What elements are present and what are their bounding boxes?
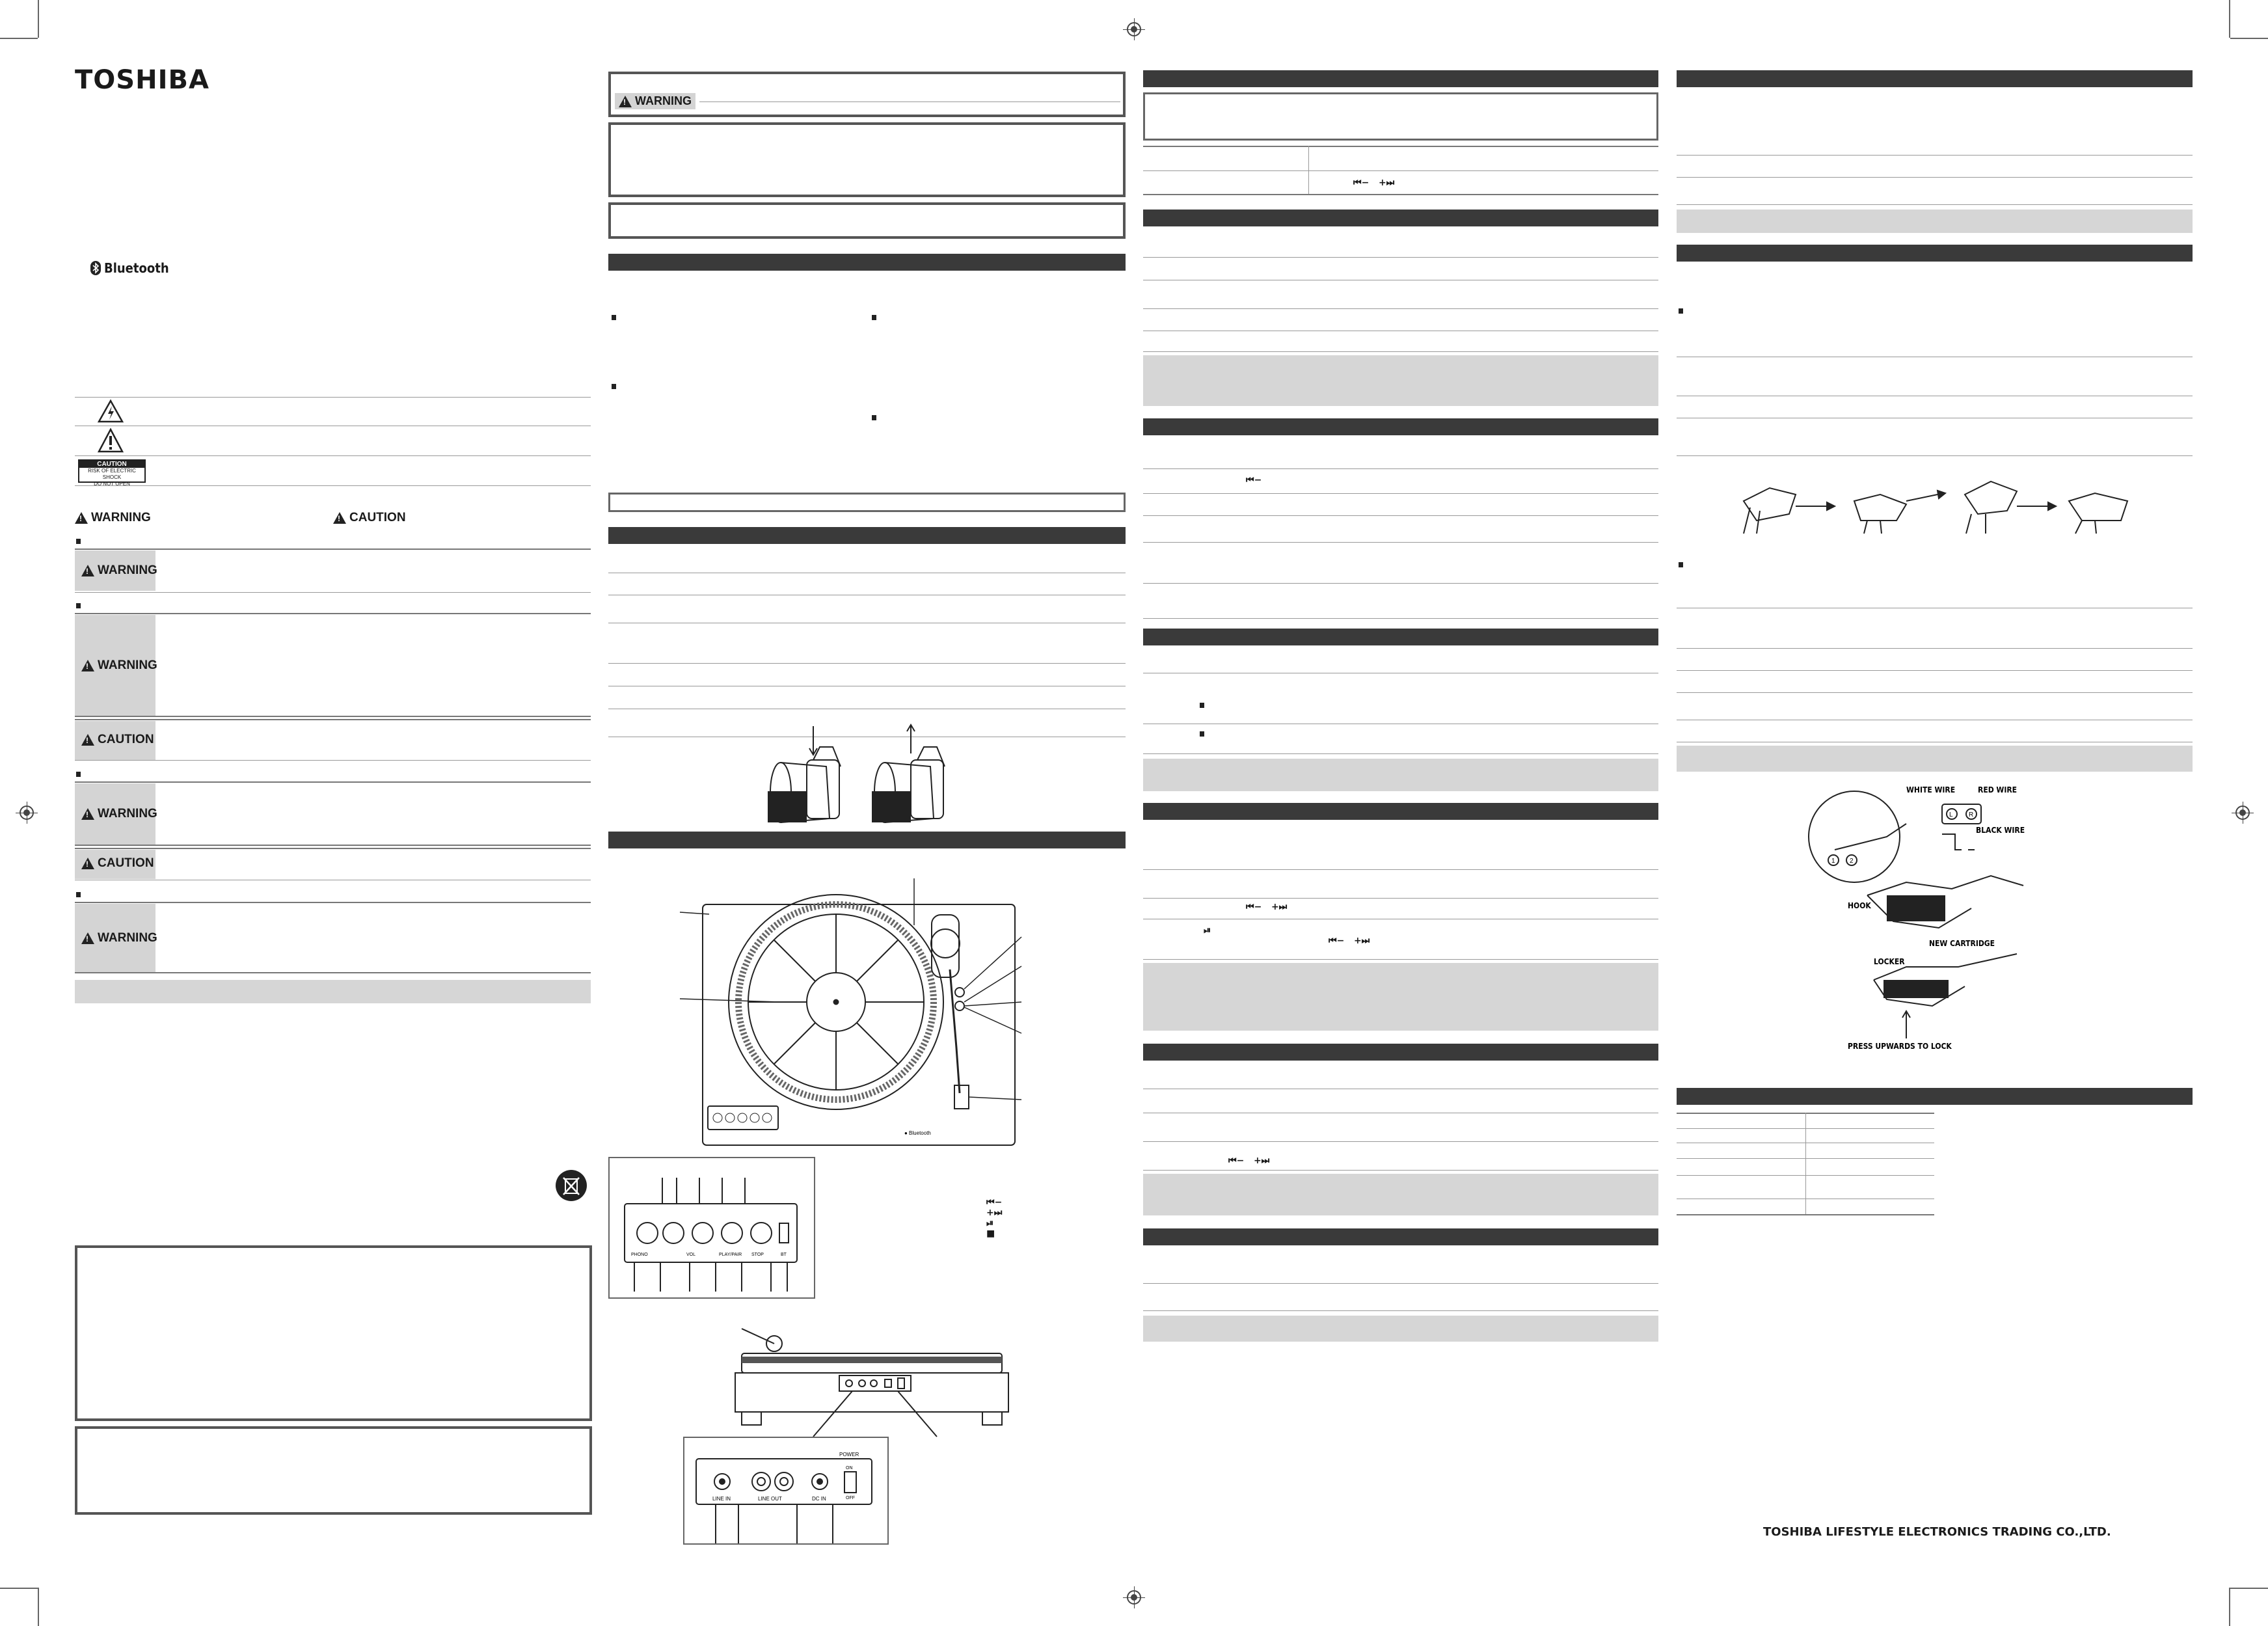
legend-warning [75,511,151,525]
divider [1677,1214,1934,1215]
warning-triangle-icon [619,96,632,107]
svg-text:BLACK WIRE: BLACK WIRE [1976,826,2025,835]
registration-mark-icon [1127,22,1141,36]
crop-mark [2229,0,2230,38]
divider [75,760,591,761]
play-pause-symbol: ⏯ [1204,925,1211,936]
divider [1143,542,1658,543]
skip-symbols: ⏮− +⏭ [1228,1156,1270,1166]
stylus-replacement-sequence-illustration [1731,468,2147,540]
top-warning-label [615,93,695,109]
company-name: TOSHIBA LIFESTYLE ELECTRONICS TRADING CO.,LTD. [1763,1525,2111,1539]
svg-text:BT: BT [781,1253,787,1257]
svg-text:1: 1 [1831,858,1835,865]
divider [75,902,591,903]
crop-mark [38,0,39,38]
svg-text:LOCKER: LOCKER [1874,957,1905,966]
legend-caution-text: CAUTION [349,511,406,524]
lightning-triangle-icon [98,400,124,423]
warning-triangle-icon [81,858,94,869]
divider [75,397,591,398]
registration-mark-icon [20,806,34,820]
turntable-top-view-illustration [670,878,1021,1152]
divider [1677,177,2193,178]
warning-triangle-icon [81,660,94,671]
crop-mark [38,1588,39,1626]
divider [1143,1141,1658,1142]
notice-box [75,1426,592,1515]
svg-text:LINE IN: LINE IN [712,1496,731,1502]
front-panel-controls-illustration [625,1178,807,1295]
note-band [1143,759,1658,791]
notice-box [608,122,1126,197]
top-warning-text: WARNING [635,94,692,107]
divider [1143,1283,1658,1284]
divider [1143,1170,1658,1171]
section-header-bar [1143,1228,1658,1245]
divider [608,663,1126,664]
crop-mark [2230,38,2268,39]
caution-label-line1: RISK OF ELECTRIC SHOCK [88,468,136,480]
divider [1143,351,1658,352]
skip-back-symbol: ⏮− [986,1197,1003,1208]
divider [75,781,591,783]
svg-text:● Bluetooth: ● Bluetooth [904,1130,931,1136]
divider [1143,753,1658,754]
divider [1143,170,1658,171]
divider [75,972,591,973]
section-header-bar [1143,418,1658,435]
section-header-bar [1143,1044,1658,1061]
crop-mark [2229,1588,2230,1626]
caution-label [78,459,146,487]
bullet-square [872,415,876,420]
section-header-bar [1143,210,1658,226]
warning-triangle-icon [81,565,94,576]
bullet-square [1679,562,1683,567]
svg-text:STOP: STOP [751,1253,764,1257]
divider [1143,468,1658,469]
divider [1143,1310,1658,1311]
caution-label-text: CAUTION [98,856,154,870]
svg-text:HOOK: HOOK [1848,901,1871,910]
warning-label-text: WARNING [98,931,157,945]
skip-symbols: ⏮− +⏭ [1353,178,1395,188]
warning-label-text: WARNING [98,658,157,672]
warning-label [81,658,157,673]
bullet-square [76,772,81,777]
note-band [1677,210,2193,233]
legend-warning-text: WARNING [91,511,151,524]
warning-triangle-icon [75,512,88,524]
controls-legend [986,1197,1002,1239]
divider [1677,692,2193,693]
svg-text:PLAY/PAIR: PLAY/PAIR [719,1253,742,1257]
warning-triangle-icon [81,734,94,746]
svg-text:WHITE WIRE: WHITE WIRE [1906,785,1956,794]
bullet-square [1200,731,1204,737]
section-header-bar [1143,803,1658,820]
section-header-bar [608,527,1126,544]
section-header-bar [1677,1088,2193,1105]
note-box [608,493,1126,512]
stop-symbol: ■ [986,1228,995,1239]
svg-text:PRESS UPWARDS TO LOCK: PRESS UPWARDS TO LOCK [1848,1042,1952,1051]
divider [75,455,591,456]
table-divider [1308,146,1309,195]
divider [1143,493,1658,494]
play-pause-symbol: ⏯ [986,1218,994,1228]
section-header-bar [1143,629,1658,645]
crop-mark [0,38,38,39]
divider [75,592,591,593]
warning-label [81,563,157,578]
svg-text:DC IN: DC IN [812,1496,826,1502]
table-divider [1805,1113,1806,1214]
divider [75,485,591,486]
svg-text:RED WIRE: RED WIRE [1978,785,2018,794]
section-header-bar [1677,245,2193,262]
bullet-square [1679,308,1683,314]
note-band [1143,963,1658,1031]
divider [75,719,591,720]
divider [1677,670,2193,671]
divider [75,845,591,846]
divider [1143,257,1658,258]
caution-label-text: CAUTION [98,733,154,746]
section-header-bar [1143,70,1658,87]
divider [1143,869,1658,870]
warning-triangle-icon [333,512,346,524]
section-header-bar [608,832,1126,848]
divider [1143,618,1658,619]
warning-label-text: WARNING [98,807,157,820]
warning-label [81,807,157,821]
divider [1143,308,1658,309]
section-header-bar [608,254,1126,271]
bluetooth-label: Bluetooth [104,260,169,276]
notice-box [75,1245,592,1421]
svg-text:PHONO: PHONO [631,1253,648,1257]
warning-triangle-icon [81,808,94,820]
exclamation-triangle-icon [98,428,124,453]
bullet-square [612,315,616,320]
svg-text:VOL: VOL [686,1253,696,1257]
warning-triangle-icon [81,932,94,944]
caution-label-title: CAUTION [79,461,144,468]
svg-text:NEW CARTRIDGE: NEW CARTRIDGE [1929,939,1995,948]
divider [1143,898,1658,899]
bluetooth-logo [90,260,169,276]
divider [1143,583,1658,584]
crop-mark [2230,1588,2268,1589]
note-band [75,980,591,1003]
note-band [1143,1316,1658,1342]
divider [1143,515,1658,516]
divider [75,549,591,550]
note-band [1143,355,1658,406]
tonearm-lift-illustration [768,721,963,825]
skip-back-symbol: ⏮− [1246,475,1262,485]
toshiba-logo: TOSHIBA [75,65,209,95]
bluetooth-icon [90,260,101,276]
warning-label-text: WARNING [98,563,157,577]
crossed-bin-icon [554,1169,588,1202]
turntable-rear-view-illustration [716,1321,1028,1444]
divider [1143,194,1658,195]
skip-symbols: ⏮− +⏭ [1246,902,1288,912]
bullet-square [612,384,616,389]
bullet-square [76,892,81,897]
note-band [1143,1174,1658,1215]
caution-label [81,733,154,747]
skip-symbols: ⏮− +⏭ [1329,936,1370,946]
svg-text:L: L [1949,811,1953,819]
skip-forward-symbol: +⏭ [986,1208,1003,1218]
bullet-square [872,315,876,320]
warning-label [81,931,157,945]
svg-text:R: R [1969,811,1974,819]
svg-text:POWER: POWER [839,1452,859,1457]
divider [75,716,591,717]
registration-mark-icon [2235,806,2250,820]
section-header-bar [1677,70,2193,87]
divider [1677,204,2193,205]
divider [1677,155,2193,156]
crop-mark [0,1588,38,1589]
divider [1677,648,2193,649]
divider [75,613,591,614]
svg-text:ON: ON [846,1466,853,1470]
legend-caution [333,511,406,525]
notice-box [1143,92,1658,141]
caution-label [81,856,154,871]
caution-label-line2: DO NOT OPEN [94,481,130,487]
svg-text:OFF: OFF [846,1496,855,1500]
divider [1143,959,1658,960]
divider [75,848,591,849]
bullet-square [76,539,81,544]
divider [1677,455,2193,456]
notice-box [608,202,1126,239]
bullet-square [1200,703,1204,708]
registration-mark-icon [1127,1590,1141,1605]
rear-panel-connectors-illustration [690,1446,885,1543]
bullet-square [76,603,81,608]
cartridge-wiring-illustration [1822,778,2025,1051]
svg-text:LINE OUT: LINE OUT [758,1496,782,1502]
divider [1143,146,1658,147]
note-band [1677,746,2193,772]
svg-text:2: 2 [1850,858,1854,865]
